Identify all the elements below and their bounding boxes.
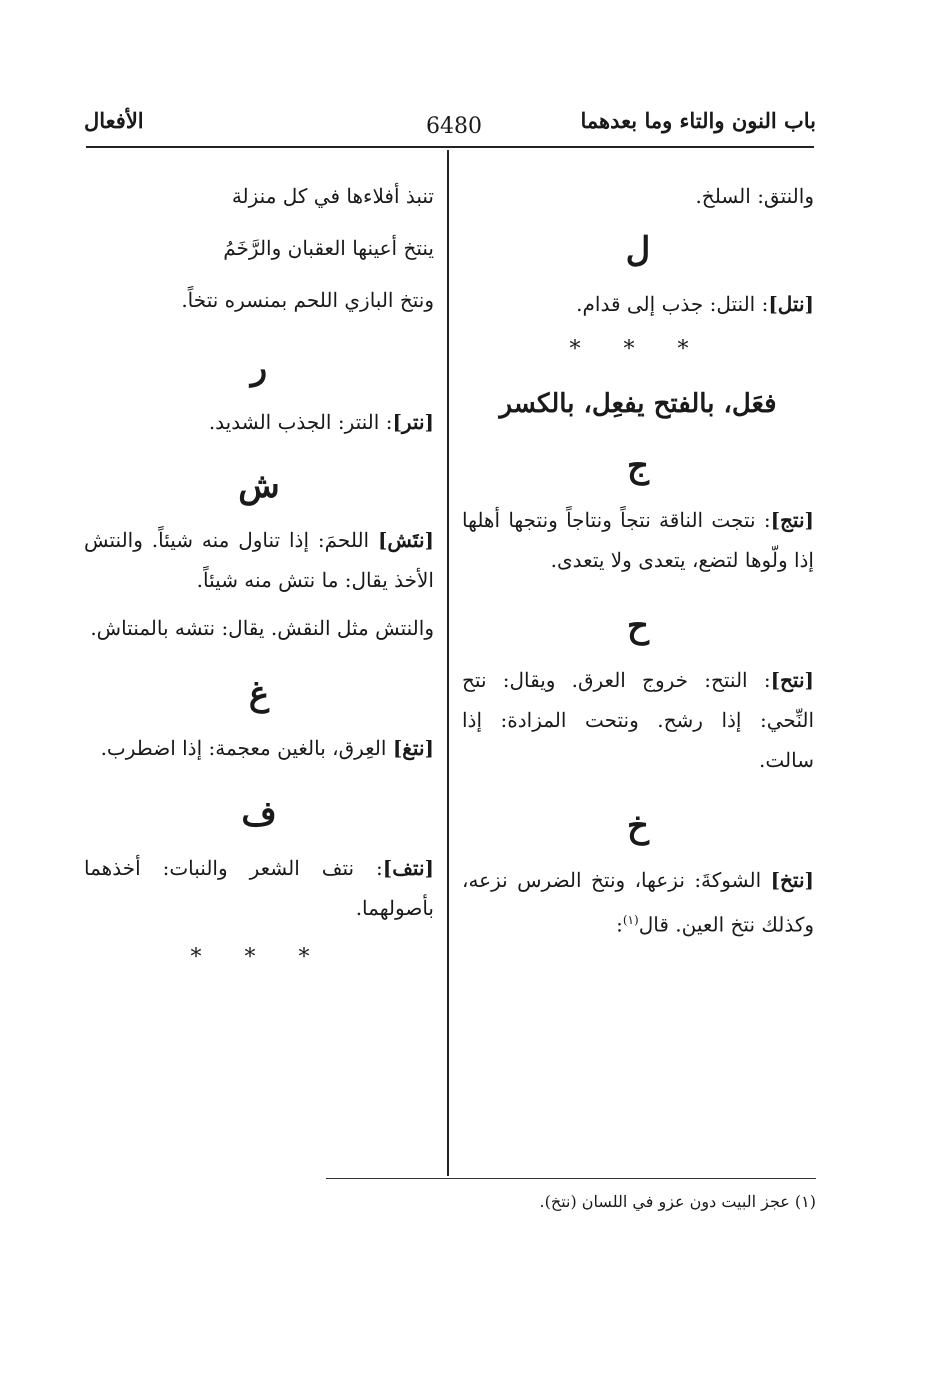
page-number: 6480 bbox=[426, 114, 482, 139]
entry-text: : نتجت الناقة نتجاً ونتاجاً ونتجها أهلها إذا ولّوها لتضع، يتعدى ولا يتعدى. bbox=[462, 508, 814, 572]
running-header-chapter: باب النون والتاء وما بعدهما bbox=[580, 108, 816, 133]
entry-natagh bbox=[84, 728, 434, 768]
letter-heading-shin: ش bbox=[238, 466, 280, 506]
entry-keyword: [نتف] bbox=[382, 856, 434, 880]
entry-natakh bbox=[462, 860, 814, 945]
section-title: فعَل، بالفتح يفعِل، بالكسر bbox=[499, 389, 777, 419]
entry-keyword: [نتخ] bbox=[770, 868, 814, 892]
entry-text: : نتف الشعر والنبات: أخذهما بأصولهما. bbox=[84, 856, 434, 920]
footnote-marker: (١) bbox=[622, 913, 639, 927]
entry-natar bbox=[84, 402, 434, 442]
entry-text: ونتخ البازي اللحم بمنسره نتخاً. bbox=[181, 288, 434, 312]
running-header-section: الأفعال bbox=[84, 108, 144, 133]
entry-keyword: [نتَش] bbox=[377, 528, 434, 552]
left-column bbox=[84, 176, 434, 984]
entry-keyword: [نتح] bbox=[770, 668, 814, 692]
entry-nataf bbox=[84, 848, 434, 928]
entry-natah bbox=[462, 660, 814, 780]
header-rule bbox=[86, 146, 814, 148]
letter-heading-ra: ر bbox=[250, 348, 268, 388]
verse-line-2: ينتخ أعينها العقبان والرَّخَمُ bbox=[223, 236, 434, 260]
entry-text: والنتش مثل النقش. يقال: نتشه بالمنتاش. bbox=[90, 616, 434, 640]
entry-keyword: [نتج] bbox=[770, 508, 814, 532]
verse-line-1: تنبذ أفلاءها في كل منزلة bbox=[231, 184, 434, 208]
section-separator-stars: * * * bbox=[569, 337, 707, 362]
entry-text: العِرق، بالغين معجمة: إذا اضطرب. bbox=[100, 736, 393, 760]
footnote: (١) عجز البيت دون عزو في اللسان (نتخ). bbox=[539, 1192, 816, 1211]
entry-text-end: : bbox=[616, 912, 623, 937]
entry-text: والنتق: السلخ. bbox=[695, 184, 814, 208]
entry-text: : النتح: خروج العرق. ويقال: نتح النِّحي: إذا رشح. ونتحت المزادة: إذا سالت. bbox=[462, 668, 814, 772]
entry-text: : النتر: الجذب الشديد. bbox=[208, 410, 393, 434]
column-divider bbox=[447, 150, 449, 1176]
entry-keyword: [نتغ] bbox=[392, 736, 434, 760]
entry-nataj bbox=[462, 500, 814, 580]
entry-keyword: [نتل] bbox=[768, 292, 814, 316]
letter-heading-lam: ل bbox=[625, 230, 651, 270]
entry-natash bbox=[84, 520, 434, 600]
entry-natal bbox=[462, 284, 814, 324]
letter-heading-kha: خ bbox=[627, 806, 649, 846]
section-separator-stars: * * * bbox=[190, 945, 328, 970]
letter-heading-jim: ج bbox=[627, 446, 649, 486]
letter-heading-ha: ح bbox=[627, 606, 649, 646]
footnote-rule bbox=[326, 1178, 816, 1179]
entry-text: : النتل: جذب إلى قدام. bbox=[576, 292, 769, 316]
letter-heading-ghain: غ bbox=[248, 674, 270, 714]
right-column bbox=[462, 176, 814, 945]
entry-text: الشوكةَ: نزعها، ونتخ الضرس نزعه، وكذلك نتخ العين. قال bbox=[462, 868, 814, 937]
letter-heading-fa: ف bbox=[241, 794, 277, 834]
entry-keyword: [نتر] bbox=[392, 410, 434, 434]
entry-text: اللحمَ: إذا تناول منه شيئاً. والنتش الأخذ يقال: ما نتش منه شيئاً. bbox=[84, 528, 434, 592]
